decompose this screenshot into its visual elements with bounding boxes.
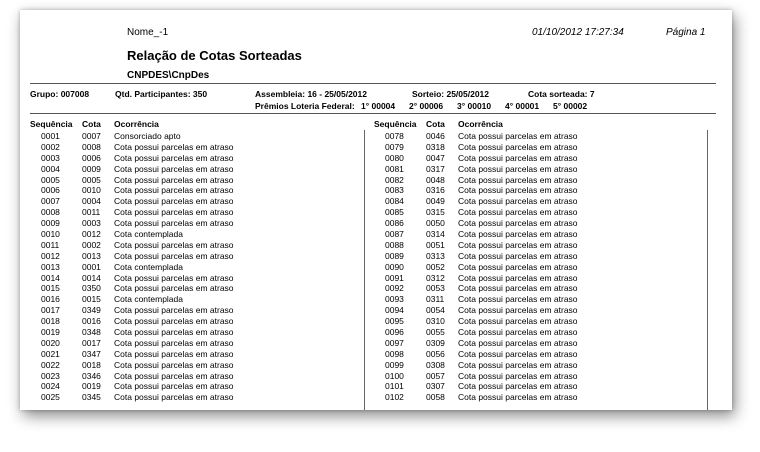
sequence-cell: 0019 [41, 327, 60, 338]
occurrence-cell: Cota possui parcelas em atraso [458, 316, 578, 327]
left-header-sequencia: Sequência [30, 119, 73, 129]
sequence-cell: 0079 [385, 141, 404, 152]
table-row [20, 196, 360, 207]
table-row [20, 207, 360, 218]
lottery-prize-5: 5° 00002 [553, 101, 588, 111]
quota-cell: 0049 [426, 196, 445, 207]
sequence-cell: 0080 [385, 152, 404, 163]
occurrence-cell: Cota possui parcelas em atraso [114, 207, 234, 218]
table-row [20, 164, 360, 175]
occurrence-cell: Cota possui parcelas em atraso [458, 261, 578, 272]
sequence-cell: 0087 [385, 229, 404, 240]
quota-cell: 0314 [426, 229, 445, 240]
occurrence-cell: Cota possui parcelas em atraso [114, 174, 234, 185]
sequence-cell: 0092 [385, 283, 404, 294]
table-row [364, 185, 704, 196]
right-header-ocorrencia: Ocorrência [458, 119, 503, 129]
quota-cell: 0057 [426, 370, 445, 381]
sequence-cell: 0101 [385, 381, 404, 392]
quota-cell: 0011 [82, 207, 101, 218]
quota-cell: 0010 [82, 185, 101, 196]
quota-cell: 0015 [82, 294, 101, 305]
sequence-cell: 0097 [385, 337, 404, 348]
sequence-cell: 0016 [41, 294, 60, 305]
table-row [364, 294, 704, 305]
sequence-cell: 0078 [385, 131, 404, 141]
table-row [364, 327, 704, 338]
quota-cell: 0051 [426, 239, 445, 250]
quota-cell: 0318 [426, 141, 445, 152]
sequence-cell: 0086 [385, 218, 404, 229]
table-row [364, 381, 704, 392]
sequence-cell: 0007 [41, 196, 60, 207]
quota-cell: 0311 [426, 294, 445, 305]
lottery-label: Prêmios Loteria Federal: [255, 101, 355, 111]
occurrence-cell: Cota possui parcelas em atraso [114, 283, 234, 294]
table-row [20, 349, 360, 360]
occurrence-cell: Cota possui parcelas em atraso [458, 305, 578, 316]
page-number: Página 1 [666, 27, 706, 38]
occurrence-cell: Cota possui parcelas em atraso [114, 163, 234, 174]
table-row [20, 131, 360, 142]
occurrence-cell: Cota possui parcelas em atraso [458, 392, 578, 403]
header-divider [30, 83, 716, 84]
quota-cell: 0019 [82, 381, 101, 392]
occurrence-cell: Cota possui parcelas em atraso [458, 327, 578, 338]
quota-cell: 0053 [426, 283, 445, 294]
lottery-prize-1: 1° 00004 [361, 101, 396, 111]
table-row [20, 273, 360, 284]
occurrence-cell: Cota possui parcelas em atraso [114, 152, 234, 163]
table-row [20, 360, 360, 371]
occurrence-cell: Cota possui parcelas em atraso [458, 218, 578, 229]
table-row [20, 305, 360, 316]
left-header-ocorrencia: Ocorrência [114, 119, 159, 129]
quota-cell: 0345 [82, 392, 101, 403]
sequence-cell: 0022 [41, 359, 60, 370]
sequence-cell: 0088 [385, 239, 404, 250]
occurrence-cell: Cota possui parcelas em atraso [458, 370, 578, 381]
occurrence-cell: Cota possui parcelas em atraso [458, 185, 578, 196]
occurrence-cell: Cota possui parcelas em atraso [114, 272, 234, 283]
table-row [20, 283, 360, 294]
occurrence-cell: Cota possui parcelas em atraso [458, 207, 578, 218]
occurrence-cell: Cota possui parcelas em atraso [114, 381, 234, 392]
quota-cell: 0016 [82, 316, 101, 327]
occurrence-cell: Cota possui parcelas em atraso [458, 381, 578, 392]
quota-cell: 0004 [82, 196, 101, 207]
lottery-prize-4: 4° 00001 [505, 101, 540, 111]
table-row [364, 153, 704, 164]
lottery-prize-3: 3° 00010 [457, 101, 492, 111]
table-row [364, 142, 704, 153]
right-header-sequencia: Sequência [374, 119, 417, 129]
quota-cell: 0348 [82, 327, 101, 338]
sequence-cell: 0012 [41, 250, 60, 261]
sequence-cell: 0006 [41, 185, 60, 196]
table-row [364, 175, 704, 186]
occurrence-cell: Cota possui parcelas em atraso [458, 272, 578, 283]
table-row [364, 338, 704, 349]
sequence-cell: 0090 [385, 261, 404, 272]
sequence-cell: 0085 [385, 207, 404, 218]
occurrence-cell: Cota possui parcelas em atraso [458, 337, 578, 348]
quota-cell: 0308 [426, 359, 445, 370]
sequence-cell: 0024 [41, 381, 60, 392]
table-row [364, 371, 704, 382]
quota-cell: 0309 [426, 337, 445, 348]
quota-cell: 0009 [82, 163, 101, 174]
sequence-cell: 0002 [41, 141, 60, 152]
sequence-cell: 0093 [385, 294, 404, 305]
sequence-cell: 0003 [41, 152, 60, 163]
occurrence-cell: Cota possui parcelas em atraso [114, 327, 234, 338]
sequence-cell: 0010 [41, 229, 60, 240]
column-separator-right [707, 130, 708, 410]
quota-cell: 0017 [82, 337, 101, 348]
quota-cell: 0012 [82, 229, 101, 240]
occurrence-cell: Cota possui parcelas em atraso [114, 337, 234, 348]
quota-cell: 0349 [82, 305, 101, 316]
table-row [364, 349, 704, 360]
sequence-cell: 0013 [41, 261, 60, 272]
occurrence-cell: Cota possui parcelas em atraso [458, 131, 578, 141]
quota-cell: 0050 [426, 218, 445, 229]
occurrence-cell: Cota possui parcelas em atraso [114, 196, 234, 207]
quota-cell: 0056 [426, 348, 445, 359]
occurrence-cell: Cota possui parcelas em atraso [458, 141, 578, 152]
print-datetime: 01/10/2012 17:27:34 [532, 27, 624, 38]
sequence-cell: 0009 [41, 218, 60, 229]
table-row [20, 262, 360, 273]
sequence-cell: 0095 [385, 316, 404, 327]
left-header-cota: Cota [82, 119, 101, 129]
assembly-info: Assembleia: 16 - 25/05/2012 [255, 89, 367, 99]
table-row [20, 327, 360, 338]
quota-cell: 0003 [82, 218, 101, 229]
quota-cell: 0046 [426, 131, 445, 141]
quota-cell: 0013 [82, 250, 101, 261]
sequence-cell: 0083 [385, 185, 404, 196]
quota-cell: 0307 [426, 381, 445, 392]
occurrence-cell: Cota possui parcelas em atraso [458, 152, 578, 163]
table-row [364, 218, 704, 229]
quota-cell: 0310 [426, 316, 445, 327]
occurrence-cell: Cota possui parcelas em atraso [458, 359, 578, 370]
occurrence-cell: Cota contemplada [114, 261, 183, 272]
sequence-cell: 0089 [385, 250, 404, 261]
sequence-cell: 0100 [385, 370, 404, 381]
occurrence-cell: Cota possui parcelas em atraso [458, 250, 578, 261]
table-row [20, 240, 360, 251]
occurrence-cell: Cota possui parcelas em atraso [114, 359, 234, 370]
quota-cell: 0007 [82, 131, 101, 141]
quota-cell: 0006 [82, 152, 101, 163]
sequence-cell: 0084 [385, 196, 404, 207]
table-row [20, 338, 360, 349]
sequence-cell: 0021 [41, 348, 60, 359]
occurrence-cell: Cota possui parcelas em atraso [114, 250, 234, 261]
table-row [20, 218, 360, 229]
table-row [364, 283, 704, 294]
quota-cell: 0054 [426, 305, 445, 316]
table-row [364, 305, 704, 316]
occurrence-cell: Cota possui parcelas em atraso [114, 316, 234, 327]
sequence-cell: 0099 [385, 359, 404, 370]
sequence-cell: 0014 [41, 272, 60, 283]
sequence-cell: 0023 [41, 370, 60, 381]
report-name: Nome_-1 [127, 27, 169, 38]
sequence-cell: 0004 [41, 163, 60, 174]
occurrence-cell: Consorciado apto [114, 131, 181, 141]
right-table [364, 131, 704, 403]
sequence-cell: 0096 [385, 327, 404, 338]
occurrence-cell: Cota possui parcelas em atraso [114, 239, 234, 250]
quota-cell: 0018 [82, 359, 101, 370]
sequence-cell: 0018 [41, 316, 60, 327]
table-row [20, 392, 360, 403]
occurrence-cell: Cota possui parcelas em atraso [458, 283, 578, 294]
table-row [364, 262, 704, 273]
occurrence-cell: Cota possui parcelas em atraso [458, 348, 578, 359]
draw-date-info: Sorteio: 25/05/2012 [412, 89, 490, 99]
table-row [20, 229, 360, 240]
sequence-cell: 0091 [385, 272, 404, 283]
quota-cell: 0005 [82, 174, 101, 185]
report-title: Relação de Cotas Sorteadas [127, 48, 302, 63]
drawn-quota-info: Cota sorteada: 7 [528, 89, 595, 99]
quota-cell: 0055 [426, 327, 445, 338]
sequence-cell: 0094 [385, 305, 404, 316]
sequence-cell: 0015 [41, 283, 60, 294]
occurrence-cell: Cota possui parcelas em atraso [114, 141, 234, 152]
occurrence-cell: Cota possui parcelas em atraso [458, 229, 578, 240]
sequence-cell: 0005 [41, 174, 60, 185]
sequence-cell: 0011 [41, 239, 60, 250]
table-row [20, 175, 360, 186]
table-row [20, 142, 360, 153]
right-header-cota: Cota [426, 119, 445, 129]
table-row [20, 153, 360, 164]
quota-cell: 0316 [426, 185, 445, 196]
quota-cell: 0347 [82, 348, 101, 359]
occurrence-cell: Cota contemplada [114, 294, 183, 305]
table-row [20, 294, 360, 305]
quota-cell: 0047 [426, 152, 445, 163]
quota-cell: 0058 [426, 392, 445, 403]
table-row [364, 240, 704, 251]
table-row [364, 360, 704, 371]
sequence-cell: 0025 [41, 392, 60, 403]
sequence-cell: 0081 [385, 163, 404, 174]
group-info: Grupo: 007008 [30, 89, 90, 99]
occurrence-cell: Cota possui parcelas em atraso [114, 305, 234, 316]
sequence-cell: 0020 [41, 337, 60, 348]
occurrence-cell: Cota possui parcelas em atraso [458, 239, 578, 250]
table-row [364, 316, 704, 327]
table-row [20, 381, 360, 392]
occurrence-cell: Cota possui parcelas em atraso [114, 185, 234, 196]
table-row [364, 207, 704, 218]
occurrence-cell: Cota possui parcelas em atraso [458, 174, 578, 185]
participants-info: Qtd. Participantes: 350 [115, 89, 208, 99]
lottery-prize-2: 2° 00006 [409, 101, 444, 111]
occurrence-cell: Cota possui parcelas em atraso [458, 163, 578, 174]
quota-cell: 0313 [426, 250, 445, 261]
quota-cell: 0317 [426, 163, 445, 174]
quota-cell: 0002 [82, 239, 101, 250]
table-row [364, 164, 704, 175]
sequence-cell: 0098 [385, 348, 404, 359]
sequence-cell: 0001 [41, 131, 60, 141]
occurrence-cell: Cota possui parcelas em atraso [458, 294, 578, 305]
quota-cell: 0312 [426, 272, 445, 283]
sequence-cell: 0102 [385, 392, 404, 403]
quota-cell: 0346 [82, 370, 101, 381]
report-subtitle: CNPDES\CnpDes [127, 70, 210, 81]
table-row [20, 371, 360, 382]
left-table [20, 131, 360, 403]
occurrence-cell: Cota possui parcelas em atraso [458, 196, 578, 207]
report-page [20, 10, 732, 410]
table-row [20, 185, 360, 196]
quota-cell: 0001 [82, 261, 101, 272]
occurrence-cell: Cota possui parcelas em atraso [114, 370, 234, 381]
quota-cell: 0008 [82, 141, 101, 152]
quota-cell: 0048 [426, 174, 445, 185]
occurrence-cell: Cota contemplada [114, 229, 183, 240]
table-row [364, 251, 704, 262]
table-row [364, 196, 704, 207]
table-row [364, 131, 704, 142]
sequence-cell: 0082 [385, 174, 404, 185]
table-row [364, 273, 704, 284]
sequence-cell: 0008 [41, 207, 60, 218]
occurrence-cell: Cota possui parcelas em atraso [114, 348, 234, 359]
occurrence-cell: Cota possui parcelas em atraso [114, 392, 234, 403]
quota-cell: 0014 [82, 272, 101, 283]
info-divider [30, 113, 716, 114]
table-row [20, 316, 360, 327]
quota-cell: 0052 [426, 261, 445, 272]
sequence-cell: 0017 [41, 305, 60, 316]
table-row [364, 392, 704, 403]
occurrence-cell: Cota possui parcelas em atraso [114, 218, 234, 229]
quota-cell: 0315 [426, 207, 445, 218]
table-row [20, 251, 360, 262]
quota-cell: 0350 [82, 283, 101, 294]
table-row [364, 229, 704, 240]
